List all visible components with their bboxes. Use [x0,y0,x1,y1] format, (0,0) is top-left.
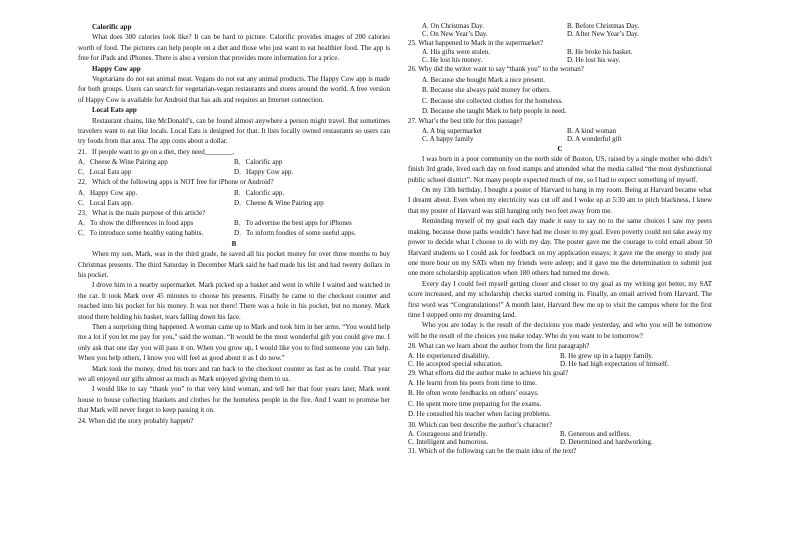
happycow-text: Vegetarians do not eat animal meat. Vegans do not eat any animal products. The Happy Cow app is made for both groups. Users can search for vegetarian-vegan restaurants and stores around the world. A free version of Happy Cow is available for Android that has ads and requires an Internet connection. [78,75,390,104]
calorific-text: What does 300 calories look like? It can be hard to picture. Calorific provides images of 200 calories worth of food. The pictures can help people on a diet and those who just want to eat healthier food. The app is free for iPads and iPhones. There is also a version that provides more information for a price. [78,33,390,63]
q24-option-b[interactable]: B. Before Christmas Day, [567,22,640,30]
q21-option-a[interactable]: A．Cheese & Wine Pairing app [78,158,168,167]
question-21: 21．If people want to go on a diet, they need________. [78,147,235,156]
q21-option-d[interactable]: D．Happy Cow app. [234,168,294,177]
q24-options-row2 [408,30,712,38]
passage-c-paragraph-2: On my 13th birthday, I bought a poster of Harvard to hang in my room. Being at Harvard became what I dreamt about. Even when my electricity was cut off and I woke up at 5:30 am to pitch blackness, I knew that my poster of Harvard was still hanging only two feet away from me. [408,186,712,215]
q24-option-a[interactable]: A. On Christmas Day. [422,22,484,30]
q23-option-a[interactable]: A．To show the differences in food apps [78,219,194,228]
q25-option-b[interactable]: B. He broke his basket. [567,48,633,57]
left-column [78,22,390,426]
localeats-title: Local Eats app [92,106,137,115]
question-24: 24. When did the story probably happen? [78,416,194,425]
passage-c-paragraph-1: I was born in a poor community on the north side of Boston, US, raised by a single mother who didn’t finish 3rd grade, lived each day on food stamps and attended what the media called “the most dysfunctional public school district”. Not many people expected much of me, so I had to expect something of myself. [408,154,712,184]
q23-options-row1 [78,218,390,228]
q27-option-c[interactable]: C. A happy family [422,134,474,143]
passage-b-paragraph-3: Then a surprising thing happened. A woman came up to Mark and took him in her arms. “You would help me a lot if you let me pay for you,” said the woman. “It would be the most wonderful gift you could give me. I only ask that one day you will pass it on. When you grow up, I would like you to find someone you can help. When you help others, I know you will feel as good about it as I do now.” [78,322,390,363]
q29-option-d[interactable]: D. He consulted his teacher when facing problems. [408,410,551,419]
q21-options-row2 [78,167,390,177]
q25-option-c[interactable]: C. He lost his money. [422,56,483,65]
question-30: 30. Which can best describe the author’s character? [408,420,552,429]
q25-option-a[interactable]: A. His gifts were stolen. [422,48,491,57]
section-b-heading: B [231,240,237,249]
q28-options-row1 [408,352,712,360]
q22-options-row1 [78,188,390,198]
passage-b-paragraph-2: I drove him to a nearby supermarket. Mark picked up a basket and went in while I waited and watched in the car. It took Mark over 45 minutes to choose his presents. Finally he came to the checkout counter and reached into his pocket for his money. It was not there! There was a hole in his pocket, but no money. Mark stood there holding his basket, tears falling down his face. [78,281,390,321]
q30-options-row1 [408,430,712,438]
q23-option-b[interactable]: B．To advertise the best apps for iPhones [234,219,352,228]
happycow-title: Happy Cow app [92,64,141,73]
section-c-heading: C [557,144,563,153]
q24-option-d[interactable]: D. After New Year’s Day. [567,30,639,38]
question-25: 25. What happened to Mark in the supermarket? [408,39,544,47]
q30-option-d[interactable]: D. Determined and hardworking. [560,438,653,446]
right-column [408,22,712,456]
q28-option-d[interactable]: D. He had high expectation of himself. [560,359,669,368]
q25-options-row2 [408,56,712,64]
question-26: 26. Why did the writer want to say “thank you” to the woman? [408,65,584,74]
passage-b-paragraph-1: When my son, Mark, was in the third grade, he saved all his pocket money for over three months to buy Christmas presents. The third Saturday in December Mark said he had made his list and had twenty dollars in his pocket. [78,250,390,279]
q26-option-d[interactable]: D. Because she taught Mark to help people in need. [422,107,567,116]
q25-option-d[interactable]: D. He lost his way. [567,56,621,65]
question-28: 28. What can we learn about the author from the first paragraph? [408,342,590,351]
passage-b-paragraph-5: I would like to say “thank you” to that very kind woman, and tell her that four years later, Mark went house to house collecting blankets and clothes for the homeless people in the fire. And I want to promise her that Mark will never forget to keep passing it on. [78,385,390,415]
q30-option-c[interactable]: C. Intelligent and humorous. [408,438,489,446]
q23-option-c[interactable]: C．To introduce some healthy eating habits. [78,229,204,238]
q28-option-c[interactable]: C. He accepted special education. [408,359,503,368]
q24-options-row1 [408,22,712,30]
question-22: 22．Which of the following apps is NOT free for iPhone or Android? [78,178,274,187]
passage-b-paragraph-4: Mark took the money, dried his tears and ran back to the checkout counter as fast as he could. That year we all enjoyed our gifts almost as much as Mark enjoyed giving them to us. [78,364,390,383]
q23-options-row2 [78,228,390,238]
q22-options-row2 [78,198,390,208]
question-29: 29. What efforts did the author make to achieve his goal? [408,368,569,377]
q27-option-a[interactable]: A. A big supermarket [422,126,482,135]
q24-option-c[interactable]: C. On New Year’s Day. [422,30,488,38]
q27-option-b[interactable]: B. A kind woman [567,126,617,135]
q26-option-b[interactable]: B. Because she always paid money for others. [422,86,551,95]
q27-options-row2 [408,135,712,143]
q30-options-row2 [408,438,712,446]
q27-option-d[interactable]: D. A wonderful gift [567,134,622,143]
q30-option-b[interactable]: B. Generous and selfless. [560,430,631,438]
q25-options-row1 [408,48,712,56]
q21-options-row1 [78,157,390,167]
q21-option-c[interactable]: C．Local Eats app [78,168,132,177]
passage-c-paragraph-5: Who you are today is the result of the decisions you made yesterday, and who you will be tomorrow will be the result of the choices you make today. Who do you want to be tomorrow? [408,321,712,340]
question-31: 31. Which of the following can be the main idea of the text? [408,447,577,455]
q29-option-c[interactable]: C. He spent more time preparing for the exams. [408,399,542,408]
passage-c-paragraph-4: Every day I could feel myself getting closer and closer to my goal as my writing got better, my SAT score increased, and my scholarship checks started coming in. Finally, an email arrived from Harvard. The first word was “Congratulations!” A month later, Harvard flew me up to visit the campus where for the first time I stepped onto my dreaming land. [408,279,712,319]
q26-option-c[interactable]: C. Because she collected clothes for the homeless. [422,96,563,105]
question-27: 27. What’s the best title for this passage? [408,117,523,126]
q22-option-b[interactable]: B．Calorific app. [234,188,285,197]
q22-option-d[interactable]: D．Cheese & Wine Pairing app [234,198,324,207]
q28-option-a[interactable]: A. He experienced disability. [408,351,490,360]
passage-c-paragraph-3: Reminding myself of my goal each day made it easy to say no to the same choices I saw my peers making, because those paths wouldn’t have had me closer to my goal. Even poverty could not take away my power to decide what I choose to do with my day. The poster gave me the courage to cold email about 50 Harvard students so I could ask for feedback on my application essays; it gave me the energy to study just one more hour on my SATs when my friends were asleep; and it gave me the determination to submit just one more scholarship application when 180 others had turned me down. [408,217,712,278]
q23-option-d[interactable]: D．To inform foodies of some useful apps. [234,229,356,238]
q28-option-b[interactable]: B. He grew up in a happy family. [560,351,654,360]
question-23: 23．What is the main purpose of this article? [78,208,206,217]
q27-options-row1 [408,127,712,135]
q22-option-c[interactable]: C．Local Eats app. [78,198,134,207]
localeats-text: Restaurant chains, like McDonald’s, can be found almost anywhere a person might travel. But sometimes travelers want to eat like locals. Local Eats is designed for that. It lists locally owned restaurants so users can try foods from that area. The app costs about a dollar. [78,116,390,146]
q21-option-b[interactable]: B．Calorific app [234,158,283,167]
q22-option-a[interactable]: A．Happy Cow app. [78,188,138,197]
q26-option-a[interactable]: A. Because she bought Mark a nice present. [422,75,546,84]
q30-option-a[interactable]: A. Courageous and friendly. [408,430,488,438]
q29-option-b[interactable]: B. He often wrote feedbacks on others’ essays. [408,389,539,398]
calorific-title: Calorific app [92,23,132,31]
q29-option-a[interactable]: A. He learnt from his peers from time to time. [408,378,537,387]
q28-options-row2 [408,360,712,368]
